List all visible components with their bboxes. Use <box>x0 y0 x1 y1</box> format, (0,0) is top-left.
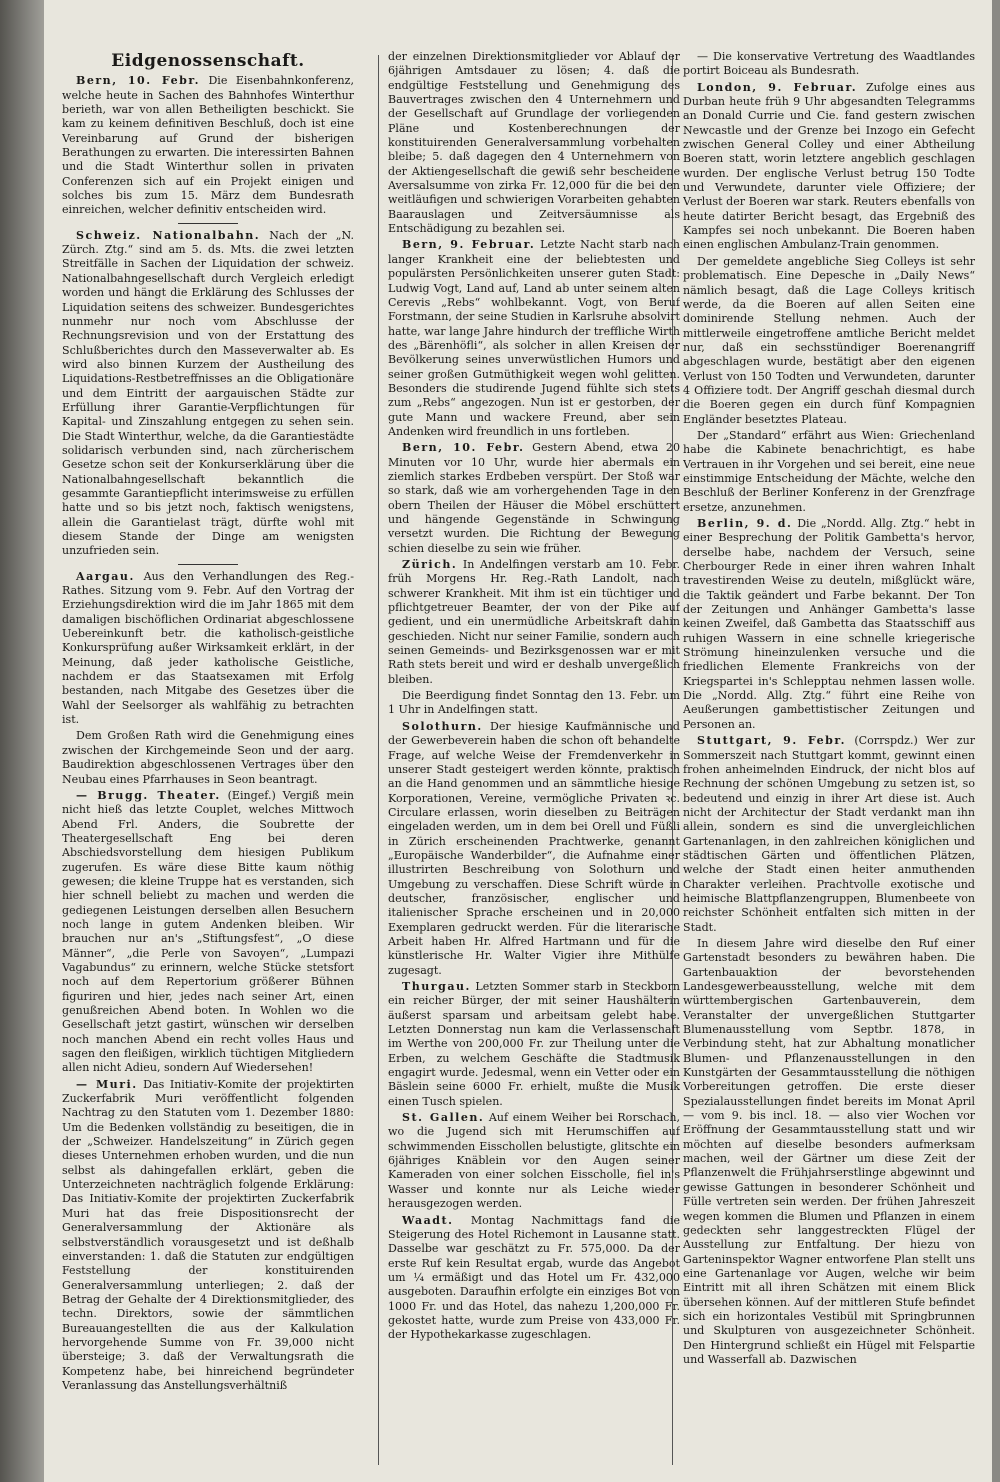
dateline: Solothurn. <box>402 719 483 733</box>
separator-rule <box>178 564 238 565</box>
article-berlin <box>683 517 975 732</box>
article-text: Die Eisenbahnkonferenz, welche heute in Sachen des Bahnhofes Winterthur berieth, war von allen Betheiligten beschickt. Sie kam zu keinem definitiven Beschluß, doch ist eine Vereinbarung auf Grund der bisherigen Berathungen zu erwarten. Die interessirten Bahnen und die Stadt Winterthur sollen in privaten Conferenzen sich auf ein Projekt einigen und solches bis zum 15. März dem Bundesrath einreichen, welcher definitiv entscheiden wird. <box>62 74 354 217</box>
column-rule-1 <box>378 55 379 1465</box>
article-text: Gestern Abend, etwa 20 Minuten vor 10 Uhr, wurde hier abermals ein ziemlich starkes Erdbeben verspürt. Der Stoß war so stark, daß wie am vorhergehenden Tage in den obern Theilen der Häuser die Möbel erschüttert und hängende Gegenstände in Schwingung versetzt wurden. Die Richtung der Bewegung schien dieselbe zu sein wie früher. <box>388 441 680 555</box>
article-st-gallen <box>388 1111 680 1211</box>
article-aargau <box>62 570 354 728</box>
article-bern-vogt <box>388 238 680 439</box>
article-text: Der hiesige Kaufmännische und der Gewerbeverein haben die schon oft behandelte Frage, auf welche Weise der Fremdenverkehr in unserer Stadt gesteigert werden könnte, praktisch an die Hand genommen und an sämmtliche hiesige Korporationen, Vereine, vermögliche Privaten ꝛc. Circulare erlassen, worin dieselben zu Beiträgen eingeladen werden, um in dem bei Orell und Füßli in Zürich erscheinenden Prachtwerke, genannt „Europäische Wanderbilder“, die Aufnahme einer illustrirten Beschreibung von Solothurn und Umgebung zu verschaffen. Diese Schrift würde in deutscher, französischer, englischer und italienischer Sprache erscheinen und in 20,000 Exemplaren gedruckt werden. Für die literarische Arbeit haben Hr. Alfred Hartmann und für die künstlerische Hr. Walter Vigier ihre Mithülfe zugesagt. <box>388 719 680 977</box>
article-text: In Andelfingen verstarb am 10. Febr. früh Morgens Hr. Reg.-Rath Landolt, nach schwerer Krankheit. Mit ihm ist ein tüchtiger und pflichtgetreuer Beamter, der von der Pike auf gedient, und ein unermüdliche Arbeitskraft dahin geschieden. Nicht nur seiner Familie, sondern auch seinen Gemeinds- und Bezirksgenossen war er mit Rath stets bereit und wird er deshalb unvergeßlich bleiben. <box>388 558 680 686</box>
separator-rule <box>178 223 238 224</box>
article-text: Dem Großen Rath wird die Genehmigung eines zwischen der Kirchgemeinde Seon und der aarg. Baudirektion abgeschlossenen Vertrages über den Neubau eines Pfarrhauses in Seon beantragt. <box>62 729 354 786</box>
article-muri-continued <box>388 50 680 236</box>
article-solothurn <box>388 720 680 978</box>
column-2 <box>388 50 680 1470</box>
article-text: Der gemeldete angebliche Sieg Colleys ist sehr problematisch. Eine Depesche in „Daily News“ nämlich besagt, daß die Lage Colleys kritisch werde, da die Boeren auf allen Seiten eine dominirende Stellung nehmen. Auch der mittlerweile eingetroffene amtliche Bericht meldet nur, daß ein sechsstündiger Boerenangriff abgeschlagen wurde, bestätigt aber den eigenen Verlust von 150 Todten und Verwundeten, darunter 4 Offiziere todt. Der Angriff geschah diesmal durch die Boeren gegen ein durch fünf Kompagnien Engländer besetztes Plateau. <box>683 254 975 426</box>
article-thurgau <box>388 980 680 1109</box>
article-text: (Eingef.) Vergiß mein nicht hieß das letzte Couplet, welches Mittwoch Abend Frl. Anders, die Soubrette der Theatergesellschaft Eng bei deren Abschiedsvorstellung dem hiesigen Publikum zugerufen. Es wäre diese Bitte kaum nöthig gewesen; die kleine Truppe hat es verstanden, sich hier schnell beliebt zu machen und werden die gediegenen Leistungen derselben allen Besuchern noch lange in gutem Andenken bleiben. Wir brauchen nur an's „Stiftungsfest“, „O diese Männer“, „die Perle von Savoyen“, „Lumpazi Vagabundus“ zu erinnern, welche Stücke stetsfort noch auf dem Repertorium größerer Bühnen figuriren und hier, jedes nach seiner Art, einen genußreichen Abend boten. In Wohlen wo die Gesellschaft jetzt gastirt, wünschen wir derselben noch manchen Abend ein recht volles Haus und sagen den fleißigen, wirklich tüchtigen Mitgliedern allen nicht Adieu, sondern Auf Wiedersehen! <box>62 788 354 1075</box>
dateline: — Muri. <box>76 1077 138 1091</box>
article-aargau-pfarrhaus <box>62 729 354 786</box>
dateline: Bern, 9. Februar. <box>402 238 536 252</box>
article-zuerich-beerdigung <box>388 689 680 718</box>
article-text: Nach der „N. Zürch. Ztg.“ sind am 5. ds. Mts. die zwei letzten Streitfälle in Sachen der Liquidation der schweiz. Nationalbahngesellschaft durch Vergleich erledigt worden und hängt die Erklärung des Schlusses der Liquidation seitens des schweizer. Bundesgerichtes nunmehr nur noch vom Abschlusse der Rechnungsrevision und von der Erstattung des Schlußberichtes durch den Masseverwalter ab. Es wird also binnen Kurzem der Austheilung des Liquidations-Restbetreffnisses an die Obligationäre und dem Eintritt der aargauischen Städte zur Erfüllung ihrer Garantie-Verpflichtungen für Kapital- und Zinszahlung entgegen zu sehen sein. Die Stadt Winterthur, welche, da die Garantiestädte solidarisch verbunden sind, nach zürcherischem Gesetze schon seit der Konkurserklärung über die Nationalbahngesellschaft bekanntlich die gesammte Garantiepflicht interimsweise zu erfüllen hatte und so bis jetzt noch, faktisch wenigstens, allein die Garantielast trägt, dürfte wohl mit diesem Stande der Dinge am wenigsten unzufrieden sein. <box>62 228 354 558</box>
dateline: Bern, 10. Febr. <box>402 441 525 455</box>
article-colley <box>683 255 975 427</box>
article-text: Aus den Verhandlungen des Reg.-Rathes. Sitzung vom 9. Febr. Auf den Vortrag der Erziehungsdirektion wird die im Jahr 1865 mit dem damaligen bischöflichen Ordinariat abgeschlossene Uebereinkunft betr. die katholisch-geistliche Konkursprüfung außer Wirksamkeit erklärt, in der Meinung, daß jeder katholische Geistliche, nachdem er das Staatsexamen mit Erfolg bestanden, nach Mitgabe des Gesetzes über die Wahl der Seelsorger als wahlfähig zu betrachten ist. <box>62 569 354 727</box>
article-waadt-boiceau <box>683 50 975 79</box>
article-bern-eisenbahn <box>62 74 354 217</box>
article-london <box>683 81 975 253</box>
dateline: Stuttgart, 9. Febr. <box>697 734 847 748</box>
dateline: — Brugg. Theater. <box>76 788 221 802</box>
article-muri <box>62 1078 354 1394</box>
binding-edge <box>0 0 44 1482</box>
article-standard-wien <box>683 429 975 515</box>
article-nationalbahn <box>62 229 354 559</box>
article-text: — Die konservative Vertretung des Waadtlandes portirt Boiceau als Bundesrath. <box>683 50 975 78</box>
dateline: Bern, 10. Febr. <box>76 74 200 88</box>
article-text: Montag Nachmittags fand die Steigerung des Hotel Richemont in Lausanne statt. Dasselbe war geschätzt zu Fr. 575,000. Da der erste Ruf kein Resultat ergab, wurde das Angebot um ¼ ermäßigt und das Hotel um Fr. 432,000 ausgeboten. Daraufhin erfolgte ein einziges Bot von 1000 Fr. und das Hotel, das nahezu 1,200,000 Fr. gekostet hatte, wurde zum Preise von 433,000 Fr. der Hypothekarkasse zugeschlagen. <box>388 1213 680 1342</box>
article-stuttgart <box>683 734 975 935</box>
dateline: St. Gallen. <box>402 1111 485 1125</box>
section-heading: Eidgenossenschaft. <box>111 51 305 71</box>
dateline: Aargau. <box>76 569 135 583</box>
article-text: Das Initiativ-Komite der projektirten Zuckerfabrik Muri veröffentlicht folgenden Nachtrag zu den Statuten vom 1. Dezember 1880: Um die Bedenken vollständig zu beseitigen, die in der „Schweizer. Handelszeitung“ in Zürich gegen dieses Unternehmen erhoben wurden, und die nun selbst als dahingefallen erklärt, geben die Unterzeichneten nachträglich folgende Erklärung: Das Initiativ-Komite der projektirten Zuckerfabrik Muri hat das freie Dispositionsrecht der Generalversammlung der Aktionäre als selbstverständlich vorausgesetzt und ist deßhalb einverstanden: 1. daß die Statuten zur endgültigen Feststellung der konstituirenden Generalversammlung unterliegen; 2. daß der Betrag der Gehalte der 4 Direktionsmitglieder, des techn. Direktors, sowie der sämmtlichen Bureauangestellten die aus der Kalkulation hervorgehende Summe von Fr. 39,000 nicht übersteige; 3. daß der Verwaltungsrath die Kompetenz habe, bei hinreichend begründeter Veranlassung das Anstellungsverhältniß <box>62 1077 354 1392</box>
article-text: Der „Standard“ erfährt aus Wien: Griechenland habe die Kabinete benachrichtigt, es habe Vertrauen in ihr Vorgehen und sei bereit, eine neue einstimmige Entscheidung der Mächte, welche den Beschluß der Berliner Konferenz in der Grenzfrage ersetze, anzunehmen. <box>683 428 975 514</box>
dateline: Berlin, 9. d. <box>697 517 793 530</box>
dateline: London, 9. Februar. <box>697 80 858 94</box>
column-3 <box>683 50 975 1470</box>
article-text: Letzte Nacht starb nach langer Krankheit eine der beliebtesten und populärsten Persönlichkeiten unserer guten Stadt: Ludwig Vogt, Land auf, Land ab unter seinem alten Cerevis „Rebs“ wohlbekannt. Vogt, von Beruf Forstmann, der seine Studien in Karlsruhe absolvirt hatte, war lange Jahre hindurch der treffliche Wirth des „Bärenhöfli“, als solcher in allen Kreisen der Bevölkerung seines unverwüstlichen Humors und seiner großen Gutmüthigkeit wegen wohl gelitten. Besonders die studirende Jugend fühlte sich stets zum „Rebs“ angezogen. Nun ist er gestorben, der gute Mann und wackere Freund, aber sein Andenken wird freundlich in uns fortleben. <box>388 238 680 438</box>
dateline: Zürich. <box>402 558 458 572</box>
article-text: Auf einem Weiher bei Rorschach, wo die Jugend sich mit Herumschiffen auf schwimmenden Eisschollen belustigte, glitschte ein 6jähriges Knäblein vor den Augen seiner Kameraden von einer solchen Eisscholle, fiel in's Wasser und konnte nur als Leiche wieder herausgezogen werden. <box>388 1111 680 1211</box>
article-stuttgart-gartenstadt <box>683 937 975 1367</box>
article-text: Zufolge eines aus Durban heute früh 9 Uhr abgesandten Telegramms an Donald Currie und Cie. fand gestern zwischen Newcastle und der Grenze bei Inzogo ein Gefecht zwischen General Colley und einer Abtheilung Boeren statt, worin letztere angeblich geschlagen wurden. Der englische Verlust betrug 150 Todte und Verwundete, darunter viele Offiziere; der Verlust der Boeren war stark. Reuters ebenfalls von heute datirter Bericht besagt, das Ergebniß des Kampfes sei noch unbekannt. Die Boeren haben einen englischen Ambulanz-Train genommen. <box>683 80 975 252</box>
article-bern-erdbeben <box>388 441 680 556</box>
article-text: Letzten Sommer starb in Steckborn ein reicher Bürger, der mit seiner Haushälterin äußerst sparsam und arbeitsam gelebt habe. Letzten Donnerstag nun kam die Verlassenschaft im Werthe von 200,000 Fr. zur Theilung unter die Erben, zu welchem Geschäfte die Stadtmusik engagirt wurde. Jedesmal, wenn ein Vetter oder ein Bäslein seine 6000 Fr. erhielt, mußte die Musik einen Tusch spielen. <box>388 980 680 1108</box>
dateline: Thurgau. <box>402 980 471 993</box>
article-text: (Corrspdz.) Wer zur Sommerszeit nach Stuttgart kommt, gewinnt einen frohen anheimelnden Eindruck, der nicht blos auf Rechnung der schönen Umgebung zu setzen ist, so bedeutend und einzig in ihrer Art diese ist. Auch nicht der Architectur der Stadt verdankt man ihn allein, sondern es sind die unvergleichlichen Gartenanlagen, in den zahlreichen königlichen und städtischen Gärten und öffentlichen Plätzen, welche der Stadt einen heiter anmuthenden Charakter verleihen. Prachtvolle exotische und heimische Blattpflanzengruppen, Blumenbeete von reichster Schönheit entfalten sich mitten in der Stadt. <box>683 734 975 934</box>
article-text: Die „Nordd. Allg. Ztg.“ hebt in einer Besprechung der Politik Gambetta's hervor, derselbe habe, nachdem der Versuch, seine Cherbourger Rede in einer ihren wahren Inhalt travestirenden Weise zu deuteln, mißglückt wäre, die Taktik geändert und Farbe bekannt. Der Ton der Zeitungen und Anhänger Gambetta's lasse keinen Zweifel, daß Gambetta das Staatsschiff aus ruhigen Wassern in eine schnelle kriegerische Strömung hineinzulenken versuche und die friedlichen Elemente Frankreichs von der Kriegspartei in's Schlepptau nehmen lassen wolle. Die „Nordd. Allg. Ztg.“ führt eine Reihe von Aeußerungen gambettistischer Zeitungen und Personen an. <box>683 517 975 731</box>
dateline: Waadt. <box>402 1213 454 1227</box>
article-waadt <box>388 1214 680 1343</box>
column-1 <box>62 50 354 1470</box>
article-text: Die Beerdigung findet Sonntag den 13. Febr. um 1 Uhr in Andelfingen statt. <box>388 689 680 717</box>
article-zuerich <box>388 558 680 687</box>
article-text: der einzelnen Direktionsmitglieder vor Ablauf der 6jährigen Amtsdauer zu lösen; 4. daß die endgültige Feststellung und Genehmigung des Bauvertrages zwischen den 4 Unternehmern und der Gesellschaft auf Grundlage der vorliegenden Pläne und Kostenberechnungen der konstituirenden Generalversammlung vorbehalten bleibe; 5. daß dagegen den 4 Unternehmern von der Aktiengesellschaft die gewiß sehr bescheidene Aversalsumme von zirka Fr. 12,000 für die bei den weitläufigen und schwierigen Vorarbeiten gehabten Baarauslagen und Zeitversäumnisse als Entschädigung zu bezahlen sei. <box>388 50 680 236</box>
dateline: Schweiz. Nationalbahn. <box>76 228 261 242</box>
article-brugg-theater <box>62 789 354 1076</box>
article-text: In diesem Jahre wird dieselbe den Ruf einer Gartenstadt besonders zu bewähren haben. Die Gartenbauaktion der bevorstehenden Landesgewerbeausstellung, welche mit dem württembergischen Gartenbauverein, dem Veranstalter der unvergeßlichen Stuttgarter Blumenausstellung vom Septbr. 1878, in Verbindung steht, hat zur Abhaltung monatlicher Blumen- und Pflanzenausstellungen in den Kunstgärten der Gesammtausstellung die nöthigen Vorbereitungen getroffen. Die erste dieser Spezialausstellungen findet bereits im Monat April — vom 9. bis incl. 18. — also vier Wochen vor Eröffnung der Gesammtausstellung statt und wir möchten auf dieselbe besonders aufmerksam machen, weil der Gärtner um diese Zeit der Pflanzenwelt die Frühjahrserstlinge abgewinnt und gewisse Gattungen in besonderer Schönheit und Fülle vertreten sein werden. Der frühen Jahreszeit wegen kommen die Blumen und Pflanzen in einem gedeckten sehr langgestreckten Flügel der Ausstellung zur Entfaltung. Der hiezu von Garteninspektor Wagner entworfene Plan stellt uns eine Gartenanlage vor Augen, welche wir beim Eintritt mit all ihren Schätzen mit einem Blick übersehen können. Auf der mittleren Stufe befindet sich ein horizontales Vestibül mit Springbrunnen und Skulpturen von ausgezeichneter Schönheit. Den Hintergrund schließt ein Hügel mit Felspartie und Wasserfall ab. Dazwischen <box>683 936 975 1366</box>
